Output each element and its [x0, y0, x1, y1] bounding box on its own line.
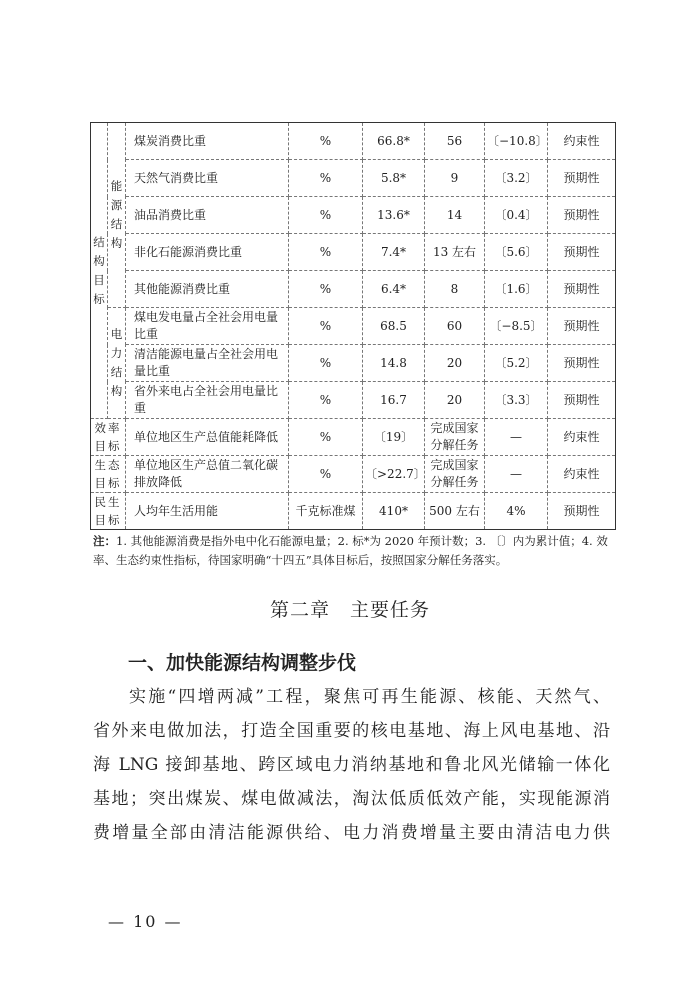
change-cell: 〔3.2〕 — [485, 160, 548, 197]
value-2020-cell: 〔>22.7〕 — [363, 456, 425, 493]
section-title: 一、加快能源结构调整步伐 — [128, 652, 357, 674]
attribute-cell: 约束性 — [548, 419, 616, 456]
indicator-name-cell: 单位地区生产总值二氧化碳排放降低 — [126, 456, 289, 493]
change-cell: — — [485, 419, 548, 456]
indicator-name-cell: 清洁能源电量占全社会用电量比重 — [126, 345, 289, 382]
unit-cell: % — [289, 345, 363, 382]
value-2020-cell: 5.8* — [363, 160, 425, 197]
body-paragraph — [93, 680, 610, 850]
table-row — [91, 308, 616, 345]
attribute-cell: 预期性 — [548, 271, 616, 308]
table-note — [93, 532, 613, 570]
group-cell: 效率目标 — [91, 419, 126, 456]
value-2020-cell: 〔19〕 — [363, 419, 425, 456]
attribute-cell: 约束性 — [548, 123, 616, 160]
indicator-name-cell: 省外来电占全社会用电量比重 — [126, 382, 289, 419]
value-2020-cell: 13.6* — [363, 197, 425, 234]
table-row — [91, 456, 616, 493]
change-cell: 〔1.6〕 — [485, 271, 548, 308]
change-cell: 〔−8.5〕 — [485, 308, 548, 345]
change-cell: 4% — [485, 493, 548, 530]
paragraph-line: 基地；突出煤炭、煤电做减法，淘汰低质低效产能，实现能源消 — [93, 789, 610, 809]
value-2020-cell: 16.7 — [363, 382, 425, 419]
attribute-cell: 预期性 — [548, 197, 616, 234]
value-2025-cell: 13 左右 — [425, 234, 485, 271]
unit-cell: % — [289, 197, 363, 234]
change-cell: 〔5.2〕 — [485, 345, 548, 382]
unit-cell: % — [289, 123, 363, 160]
value-2025-cell: 8 — [425, 271, 485, 308]
group-cell: 生态目标 — [91, 456, 126, 493]
indicator-name-cell: 人均年生活用能 — [126, 493, 289, 530]
change-cell: 〔−10.8〕 — [485, 123, 548, 160]
indicator-name-cell: 其他能源消费比重 — [126, 271, 289, 308]
page-number: — 10 — — [108, 912, 183, 931]
change-cell: 〔3.3〕 — [485, 382, 548, 419]
value-2025-cell: 60 — [425, 308, 485, 345]
table-row — [91, 197, 616, 234]
value-2020-cell: 6.4* — [363, 271, 425, 308]
paragraph-line: 省外来电做加法，打造全国重要的核电基地、海上风电基地、沿 — [93, 721, 610, 741]
table-row — [91, 234, 616, 271]
attribute-cell: 预期性 — [548, 160, 616, 197]
indicator-name-cell: 单位地区生产总值能耗降低 — [126, 419, 289, 456]
table-row — [91, 271, 616, 308]
value-2020-cell: 14.8 — [363, 345, 425, 382]
attribute-cell: 预期性 — [548, 493, 616, 530]
indicator-name-cell: 非化石能源消费比重 — [126, 234, 289, 271]
value-2020-cell: 410* — [363, 493, 425, 530]
value-2020-cell: 66.8* — [363, 123, 425, 160]
unit-cell: % — [289, 419, 363, 456]
table-row — [91, 160, 616, 197]
change-cell: 〔5.6〕 — [485, 234, 548, 271]
indicator-name-cell: 天然气消费比重 — [126, 160, 289, 197]
chapter-title: 第二章 主要任务 — [269, 599, 430, 621]
value-2020-cell: 68.5 — [363, 308, 425, 345]
value-2025-cell: 500 左右 — [425, 493, 485, 530]
unit-cell: % — [289, 456, 363, 493]
value-2025-cell: 完成国家分解任务 — [425, 456, 485, 493]
value-2025-cell: 完成国家分解任务 — [425, 419, 485, 456]
subgroup-energy-cell: 能源结构 — [108, 123, 126, 308]
group-cell: 民生目标 — [91, 493, 126, 530]
paragraph-line: 海 LNG 接卸基地、跨区域电力消纳基地和鲁北风光储输一体化 — [93, 755, 610, 775]
unit-cell: % — [289, 160, 363, 197]
value-2025-cell: 9 — [425, 160, 485, 197]
unit-cell: % — [289, 382, 363, 419]
attribute-cell: 预期性 — [548, 382, 616, 419]
value-2025-cell: 56 — [425, 123, 485, 160]
value-2020-cell: 7.4* — [363, 234, 425, 271]
unit-cell: % — [289, 234, 363, 271]
note-label: 注： — [93, 534, 116, 548]
value-2025-cell: 20 — [425, 382, 485, 419]
table-row — [91, 345, 616, 382]
attribute-cell: 预期性 — [548, 234, 616, 271]
value-2025-cell: 20 — [425, 345, 485, 382]
table-row — [91, 419, 616, 456]
paragraph-line: 实施“四增两减”工程，聚焦可再生能源、核能、天然气、 — [129, 687, 610, 707]
unit-cell: 千克标准煤 — [289, 493, 363, 530]
group-structure-cell: 结构目标 — [91, 123, 108, 419]
indicator-name-cell: 煤电发电量占全社会用电量比重 — [126, 308, 289, 345]
indicator-name-cell: 煤炭消费比重 — [126, 123, 289, 160]
indicator-name-cell: 油品消费比重 — [126, 197, 289, 234]
subgroup-power-cell: 电力结构 — [108, 308, 126, 419]
paragraph-line: 费增量全部由清洁能源供给、电力消费增量主要由清洁电力供 — [93, 823, 610, 843]
unit-cell: % — [289, 271, 363, 308]
unit-cell: % — [289, 308, 363, 345]
value-2025-cell: 14 — [425, 197, 485, 234]
attribute-cell: 预期性 — [548, 308, 616, 345]
indicator-table — [90, 122, 616, 530]
attribute-cell: 约束性 — [548, 456, 616, 493]
table-row — [91, 123, 616, 160]
change-cell: — — [485, 456, 548, 493]
table-row — [91, 493, 616, 530]
note-text: 1. 其他能源消费是指外电中化石能源电量；2. 标*为 2020 年预计数；3. 〔〕内为累计值；4. 效率、生态约束性指标，待国家明确“十四五”具体目标后，按照国家分解任务落实。 — [93, 534, 608, 567]
change-cell: 〔0.4〕 — [485, 197, 548, 234]
attribute-cell: 预期性 — [548, 345, 616, 382]
table-row — [91, 382, 616, 419]
